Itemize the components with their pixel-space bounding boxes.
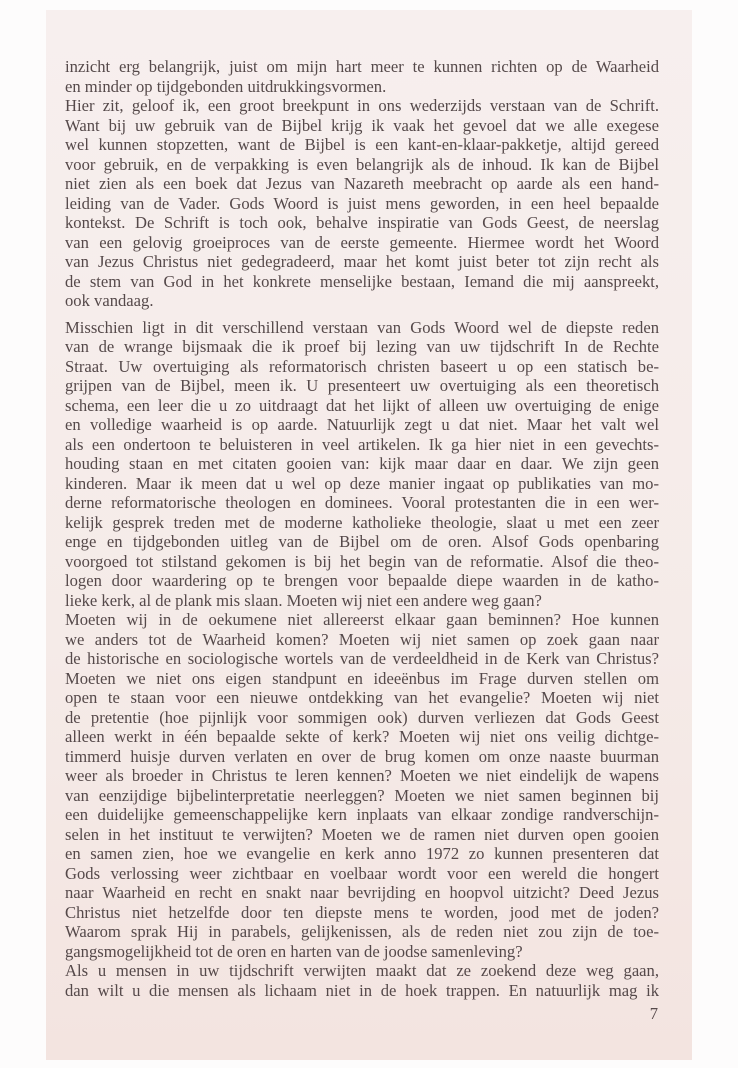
text-line: wel kunnen stopzetten, want de Bijbel is een kant-en-klaar-pakketje, altijd gereed (65, 135, 659, 154)
text-line: grijpen van de Bijbel, meen ik. U presenteert uw overtuiging als een theoretisch (65, 376, 659, 395)
text-line: de stem van God in het konkrete menselijke bestaan, Iemand die mij aanspreekt, (65, 271, 659, 291)
text-line: selen in het instituut te verwijten? Moeten we de ramen niet durven open gooien (65, 824, 659, 844)
paragraph (65, 961, 659, 1000)
text-line: open te staan voor een nieuwe ontdekking van het evangelie? Moeten wij niet (65, 688, 659, 707)
text-line: enge en tijdgebonden uitleg van de Bijbel om de oren. Alsof Gods openbaring (65, 532, 659, 551)
text-line: voor gebruik, en de verpakking is even belangrijk als de inhoud. Ik kan de Bijbel (65, 154, 659, 174)
text-line: kelijk gesprek treden met de moderne katholieke theologie, slaat u met een zeer (65, 512, 659, 532)
text-line: de pretentie (hoe pijnlijk voor sommigen ook) durven verliezen dat Gods Geest (65, 707, 659, 727)
text-line: en volledige waarheid is op aarde. Natuurlijk zegt u dat niet. Maar het valt wel (65, 415, 659, 434)
text-line: alleen werkt in één bepaalde sekte of kerk? Moeten wij niet ons veilig dichtge- (65, 727, 659, 746)
text-line: houding staan en met citaten gooien van: kijk maar daar en daar. We zijn geen (65, 454, 659, 473)
text-line: van een gelovig groeiproces van de eerste gemeente. Hiermee wordt het Woord (65, 232, 659, 252)
text-line: Misschien ligt in dit verschillend verstaan van Gods Woord wel de diepste reden (65, 317, 659, 337)
text-line: we anders tot de Waarheid komen? Moeten wij niet samen op zoek gaan naar (65, 629, 659, 649)
text-line: en minder op tijdgebonden uitdrukkingsvormen. (65, 76, 387, 96)
text-line: voorgoed tot stilstand gekomen is bij het begin van de reformatie. Alsof die theo- (65, 551, 659, 571)
text-line: van de wrange bijsmaak die ik proef bij lezing van uw tijdschrift In de Rechte (65, 337, 659, 356)
text-line: timmerd huisje durven verlaten en over de brug komen om onze naaste buurman (65, 746, 659, 766)
text-line: Waarom sprak Hij in parabels, gelijkenissen, als de reden niet zou zijn de toe- (65, 922, 659, 941)
text-line: dan wilt u die mensen als lichaam niet in de hoek trappen. En natuurlijk mag ik (65, 980, 659, 1000)
body-text (65, 57, 659, 1000)
text-line: Moeten we niet ons eigen standpunt en ideeënbus im Frage durven stellen om (65, 668, 659, 688)
text-line: Want bij uw gebruik van de Bijbel krijg ik vaak het gevoel dat we alle exegese (65, 115, 659, 135)
text-line: naar Waarheid en recht en snakt naar bevrijding en hoopvol uitzicht? Deed Jezus (65, 883, 659, 902)
text-line: lieke kerk, al de plank mis slaan. Moeten wij niet een andere weg gaan? (65, 590, 542, 610)
text-line: en samen zien, hoe we evangelie en kerk anno 1972 zo kunnen presenteren dat (65, 844, 659, 863)
text-line: derne reformatorische theologen en dominees. Vooral protestanten die in een wer- (65, 493, 659, 512)
text-line: de historische en sociologische wortels van de verdeeldheid in de Kerk van Christus? (65, 649, 659, 668)
text-line: inzicht erg belangrijk, juist om mijn hart meer te kunnen richten op de Waarheid (65, 57, 659, 76)
page-number: 7 (649, 1004, 658, 1023)
text-line: niet zien als een boek dat Jezus van Nazareth meebracht op aarde als een hand- (65, 174, 659, 193)
text-line: ook vandaag. (65, 291, 154, 310)
text-line: Gods verlossing weer zichtbaar en voelbaar wordt voor een wereld die hongert (65, 863, 659, 883)
text-line: logen door waardering op te brengen voor bepaalde diepe waarden in de katho- (65, 571, 659, 590)
text-line: Straat. Uw overtuiging als reformatorisch christen baseert u op een statisch be- (65, 356, 659, 376)
text-line: Hier zit, geloof ik, een groot breekpunt in ons wederzijds verstaan van de Schrift. (65, 96, 659, 115)
text-line: van eenzijdige bijbelinterpretatie neerleggen? Moeten we niet samen beginnen bij (65, 785, 659, 805)
paragraph (65, 57, 659, 96)
text-line: schema, een leer die u zo uitdraagt dat het lijkt of alleen uw overtuiging de enige (65, 395, 659, 415)
text-line: kontekst. De Schrift is toch ook, behalve inspiratie van Gods Geest, de neerslag (65, 213, 659, 232)
text-line: Moeten wij in de oekumene niet allereerst elkaar gaan beminnen? Hoe kunnen (65, 610, 659, 629)
paragraph (65, 96, 659, 311)
text-line: weer als broeder in Christus te leren kennen? Moeten we niet eindelijk de wapens (65, 766, 659, 785)
text-line: van Jezus Christus niet gedegradeerd, maar het komt juist beter tot zijn recht als (65, 252, 659, 271)
document-page (46, 10, 692, 1060)
text-line: gangsmogelijkheid tot de oren en harten van de joodse samenleving? (65, 941, 523, 961)
text-line: Christus niet hetzelfde door ten diepste mens te worden, jood met de joden? (65, 902, 659, 922)
text-line: leiding van de Vader. Gods Woord is juist mens geworden, in een heel bepaalde (65, 193, 659, 213)
text-line: een duidelijke gemeenschappelijke kern inplaats van elkaar zondige randverschijn- (65, 805, 659, 824)
text-line: kinderen. Maar ik meen dat u wel op deze manier ingaat op publikaties van mo- (65, 473, 659, 493)
text-line: als een ondertoon te beluisteren in veel artikelen. Ik ga hier niet in een gevechts- (65, 434, 659, 454)
text-line: Als u mensen in uw tijdschrift verwijten maakt dat ze zoekend deze weg gaan, (65, 961, 659, 980)
paragraph (65, 610, 659, 961)
paragraph (65, 318, 659, 611)
